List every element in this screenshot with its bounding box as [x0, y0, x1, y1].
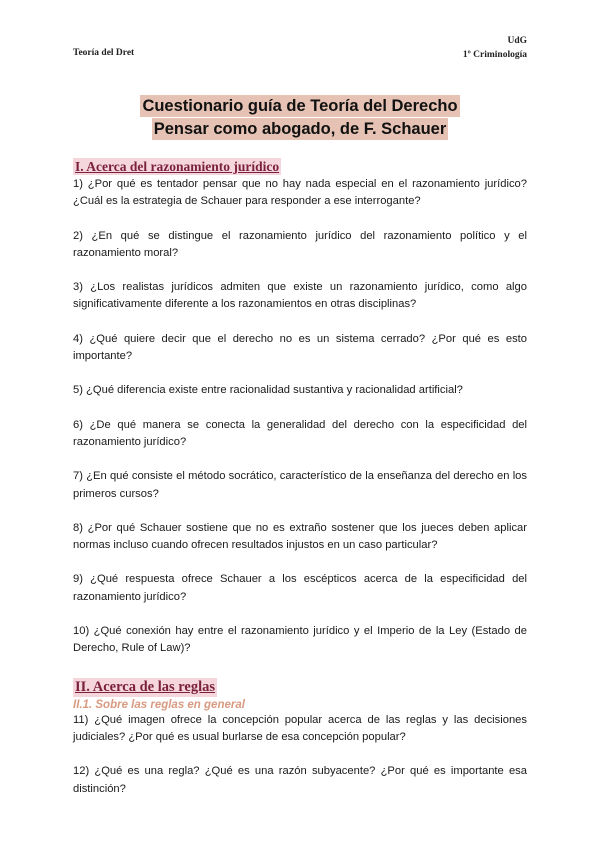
section-heading: I. Acerca del razonamiento jurídico	[75, 159, 280, 174]
document-title	[0, 95, 600, 141]
title-line-1: Cuestionario guía de Teoría del Derecho	[142, 97, 458, 115]
question-12: 12) ¿Qué es una regla? ¿Qué es una razón subyacente? ¿Por qué es importante esa distinción?	[73, 765, 527, 795]
header-institution	[463, 34, 527, 62]
question-6: 6) ¿De qué manera se conecta la generalidad del derecho con la especificidad del razonamiento jurídico?	[73, 418, 527, 448]
subsection-heading: II.1. Sobre las reglas en general	[73, 698, 245, 711]
header-university: UdG	[507, 36, 527, 46]
page-header	[73, 34, 527, 62]
question-3: 3) ¿Los realistas jurídicos admiten que existe un razonamiento jurídico, como algo significativamente diferente a los razonamientos en otras disciplinas?	[73, 281, 527, 311]
question-5: 5) ¿Qué diferencia existe entre racionalidad sustantiva y racionalidad artificial?	[73, 384, 463, 397]
question-4: 4) ¿Qué quiere decir que el derecho no es un sistema cerrado? ¿Por qué es esto importante?	[73, 332, 527, 363]
title-line-2: Pensar como abogado, de F. Schauer	[153, 120, 447, 138]
question-8: 8) ¿Por qué Schauer sostiene que no es extraño sostener que los jueces deben aplicar normas incluso cuando ofrecen resultados injustos en un caso particular?	[73, 521, 527, 552]
question-10: 10) ¿Qué conexión hay entre el razonamiento jurídico y el Imperio de la Ley (Estado de Derecho, Rule of Law)?	[73, 625, 527, 655]
question-2: 2) ¿En qué se distingue el razonamiento jurídico del razonamiento político y el razonamiento moral?	[73, 229, 527, 259]
section-2	[73, 678, 527, 798]
question-7: 7) ¿En qué consiste el método socrático, característico de la enseñanza del derecho en los primeros cursos?	[73, 470, 527, 500]
header-program: 1º Criminología	[462, 50, 527, 60]
questionnaire-body	[73, 158, 527, 798]
section-1	[73, 158, 527, 658]
section-heading: II. Acerca de las reglas	[75, 678, 216, 695]
question-9: 9) ¿Qué respuesta ofrece Schauer a los escépticos acerca de la especificidad del razonamiento jurídico?	[73, 573, 527, 603]
question-1: 1) ¿Por qué es tentador pensar que no hay nada especial en el razonamiento jurídico? ¿Cuál es la estrategia de Schauer para responder a ese interrogante?	[73, 178, 527, 208]
header-course: Teoría del Dret	[73, 48, 135, 58]
question-11: 11) ¿Qué imagen ofrece la concepción popular acerca de las reglas y las decisiones judiciales? ¿Por qué es usual burlarse de esa concepción popular?	[73, 713, 527, 743]
